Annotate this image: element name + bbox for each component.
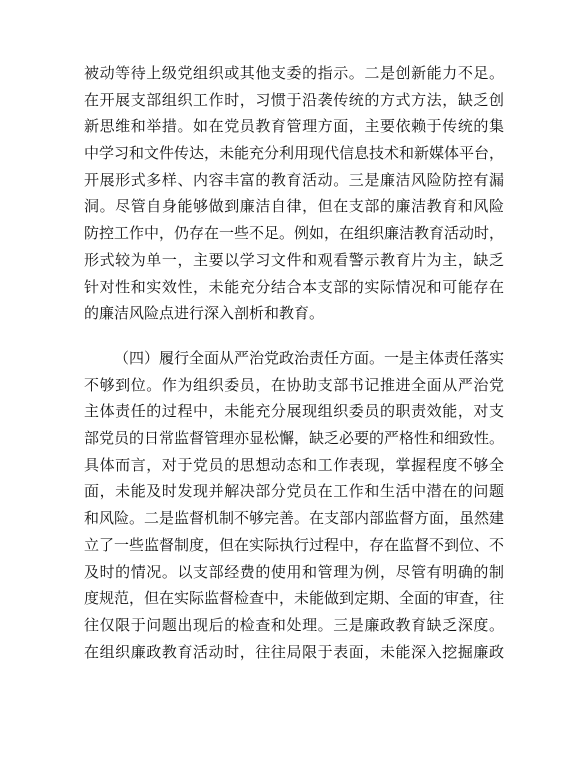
text-line: 针对性和实效性，未能充分结合本支部的实际情况和可能存在 xyxy=(84,277,504,296)
text-line: 不够到位。作为组织委员，在协助支部书记推进全面从严治党 xyxy=(84,375,504,394)
text-line: 往仅限于问题出现后的检查和处理。三是廉政教育缺乏深度。 xyxy=(84,615,504,634)
text-line: 洞。尽管自身能够做到廉洁自律，但在支部的廉洁教育和风险 xyxy=(84,197,504,216)
text-line: 及时的情况。以支部经费的使用和管理为例，尽管有明确的制 xyxy=(84,562,504,581)
text-line: 开展形式多样、内容丰富的教育活动。三是廉洁风险防控有漏 xyxy=(84,170,504,189)
text-line: 和风险。二是监督机制不够完善。在支部内部监督方面，虽然建 xyxy=(84,509,504,528)
text-line: 新思维和举措。如在党员教育管理方面，主要依赖于传统的集 xyxy=(84,117,504,136)
text-line: （四）履行全面从严治党政治责任方面。一是主体责任落实 xyxy=(114,349,504,367)
text-line: 被动等待上级党组织或其他支委的指示。二是创新能力不足。 xyxy=(84,64,504,82)
text-line: 部党员的日常监督管理亦显松懈，缺乏必要的严格性和细致性。 xyxy=(84,429,504,448)
text-line: 立了一些监督制度，但在实际执行过程中，存在监督不到位、不 xyxy=(84,535,504,554)
text-line: 主体责任的过程中，未能充分展现组织委员的职责效能，对支 xyxy=(84,402,504,421)
text-line: 在组织廉政教育活动时，往往局限于表面，未能深入挖掘廉政 xyxy=(84,642,504,661)
text-line: 具体而言，对于党员的思想动态和工作表现，掌握程度不够全 xyxy=(84,455,504,474)
text-line: 在开展支部组织工作时，习惯于沿袭传统的方式方法，缺乏创 xyxy=(84,90,504,109)
text-line: 面，未能及时发现并解决部分党员在工作和生活中潜在的问题 xyxy=(84,482,504,501)
text-line: 的廉洁风险点进行深入剖析和教育。 xyxy=(84,304,325,323)
text-line: 度规范，但在实际监督检查中，未能做到定期、全面的审查，往 xyxy=(84,589,504,608)
text-line: 形式较为单一，主要以学习文件和观看警示教育片为主，缺乏 xyxy=(84,250,504,269)
paragraph-section-4 xyxy=(84,345,504,665)
paragraph-continuation xyxy=(84,60,504,327)
text-line: 中学习和文件传达，未能充分利用现代信息技术和新媒体平台， xyxy=(84,144,504,163)
text-line: 防控工作中，仍存在一些不足。例如，在组织廉洁教育活动时， xyxy=(84,224,504,243)
